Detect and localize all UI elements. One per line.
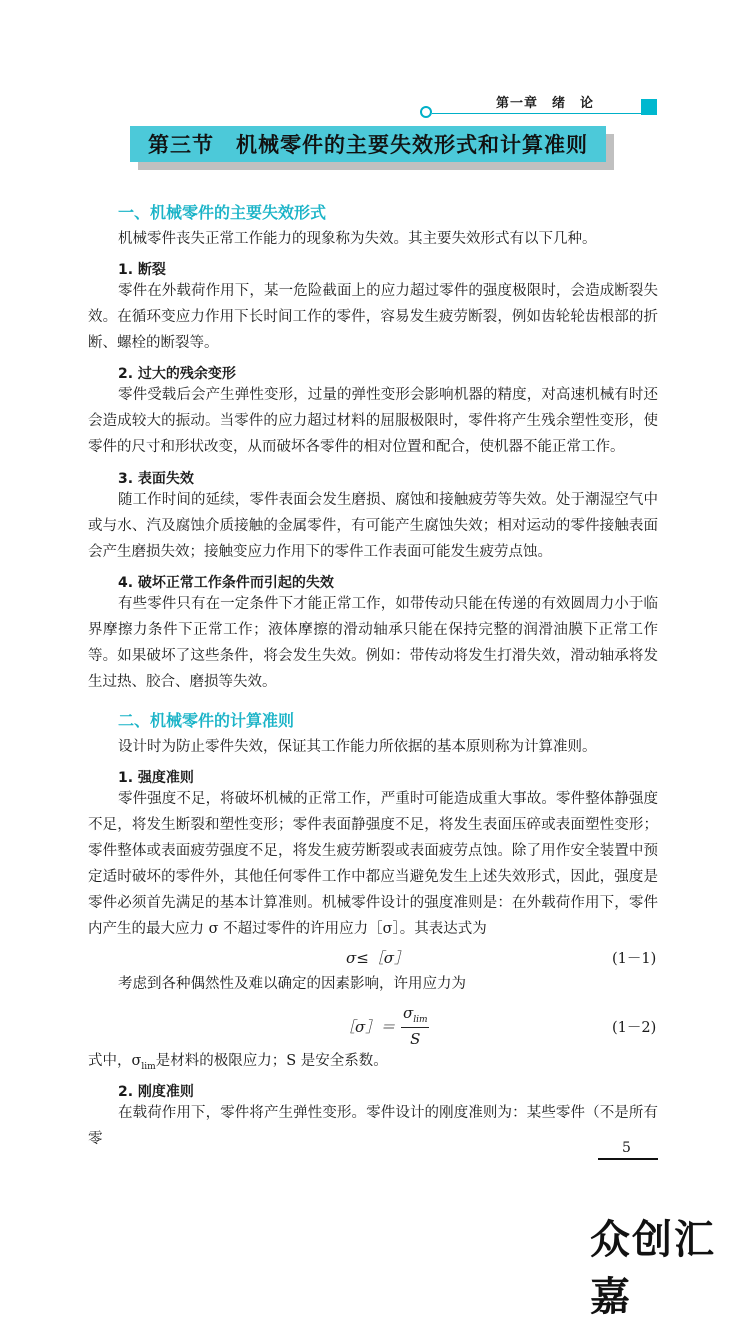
strength-criterion-text: 零件强度不足，将破坏机械的正常工作，严重时可能造成重大事故。零件整体静强度不足，将发生断裂和塑性变形；零件表面静强度不足，将发生表面压碎或表面塑性变形；零件整体或表面疲劳强度不足，将发生疲劳断裂或表面疲劳点蚀。除了用作安全装置中预定适时破坏的零件外，其他任何零件工作中都应当避免发生上述失效形式，因此，强度是零件必须首先满足的基本计算准则。机械零件设计的强度准则是：在外载荷作用下，零件内产生的最大应力 σ 不超过零件的许用应力［σ］。其表达式为 <box>88 791 658 937</box>
where-suffix: 是材料的极限应力；S 是安全系数。 <box>155 1053 388 1069</box>
page-number: 5 <box>622 1140 631 1156</box>
formula-1: σ≤［σ］ <box>346 949 410 967</box>
item-heading: 1. 强度准则 <box>118 770 194 786</box>
section-title: 第三节 机械零件的主要失效形式和计算准则 <box>148 132 588 157</box>
chapter-header: 第一章 绪 论 <box>496 96 595 111</box>
stiffness-criterion-text: 在载荷作用下，零件将产生弹性变形。零件设计的刚度准则为：某些零件（不是所有零 <box>88 1105 658 1147</box>
section2-heading: 二、机械零件的计算准则 <box>118 711 295 730</box>
sigma-symbol: σ <box>402 1004 414 1022</box>
page-number-rule <box>598 1158 658 1160</box>
section2-intro: 设计时为防止零件失效，保证其工作能力所依据的基本原则称为计算准则。 <box>118 739 597 755</box>
section-title-banner <box>130 126 606 162</box>
item-text: 有些零件只有在一定条件下才能正常工作，如带传动只能在传递的有效圆周力小于临界摩擦力条件下正常工作；液体摩擦的滑动轴承只能在保持完整的润滑油膜下正常工作等。如果破坏了这些条件，将会发生失效。例如：带传动将发生打滑失效，滑动轴承将发生过热、胶合、磨损等失效。 <box>88 596 658 690</box>
section1-intro: 机械零件丧失正常工作能力的现象称为失效。其主要失效形式有以下几种。 <box>118 231 597 247</box>
header-circle-ornament <box>420 106 432 118</box>
where-subscript: lim <box>141 1061 156 1072</box>
item-heading: 3. 表面失效 <box>118 471 194 487</box>
item-heading: 1. 断裂 <box>118 262 166 278</box>
fraction-denominator: S <box>410 1030 421 1048</box>
lim-subscript: lim <box>413 1015 428 1025</box>
where-clause <box>88 1048 658 1080</box>
header-rule <box>432 113 648 114</box>
fraction-bar <box>401 1027 429 1028</box>
header-square-ornament <box>641 99 657 115</box>
allowable-stress-text: 考虑到各种偶然性及难以确定的因素影响，许用应力为 <box>118 976 466 992</box>
item-text: 随工作时间的延续，零件表面会发生磨损、腐蚀和接触疲劳等失效。处于潮湿空气中或与水、汽及腐蚀介质接触的金属零件，有可能产生腐蚀失效；相对运动的零件接触表面会产生磨损失效；接触变应力作用下的零件工作表面可能发生疲劳点蚀。 <box>88 492 658 560</box>
item-heading: 4. 破坏正常工作条件而引起的失效 <box>118 575 334 591</box>
fraction-numerator <box>403 1004 428 1025</box>
item-heading: 2. 过大的残余变形 <box>118 366 236 382</box>
formula-2-number: (1－2) <box>612 1020 657 1036</box>
where-prefix: 式中，σ <box>88 1053 142 1069</box>
formula-2-lhs: ［σ］＝ <box>340 1017 396 1036</box>
item-text: 零件在外载荷作用下，某一危险截面上的应力超过零件的强度极限时，会造成断裂失效。在循环变应力作用下长时间工作的零件，容易发生疲劳断裂，例如齿轮轮齿根部的折断、螺栓的断裂等。 <box>88 283 658 351</box>
fraction <box>401 1004 429 1048</box>
section1-heading: 一、机械零件的主要失效形式 <box>118 203 327 222</box>
formula-2 <box>340 1004 429 1048</box>
watermark: 众创汇嘉 <box>590 1217 716 1320</box>
item-heading: 2. 刚度准则 <box>118 1084 194 1100</box>
formula-1-number: (1－1) <box>612 951 657 967</box>
item-text: 零件受载后会产生弹性变形，过量的弹性变形会影响机器的精度，对高速机械有时还会造成较大的振动。当零件的应力超过材料的屈服极限时，零件将产生残余塑性变形，使零件的尺寸和形状改变，从而破坏各零件的相对位置和配合，使机器不能正常工作。 <box>88 387 658 455</box>
